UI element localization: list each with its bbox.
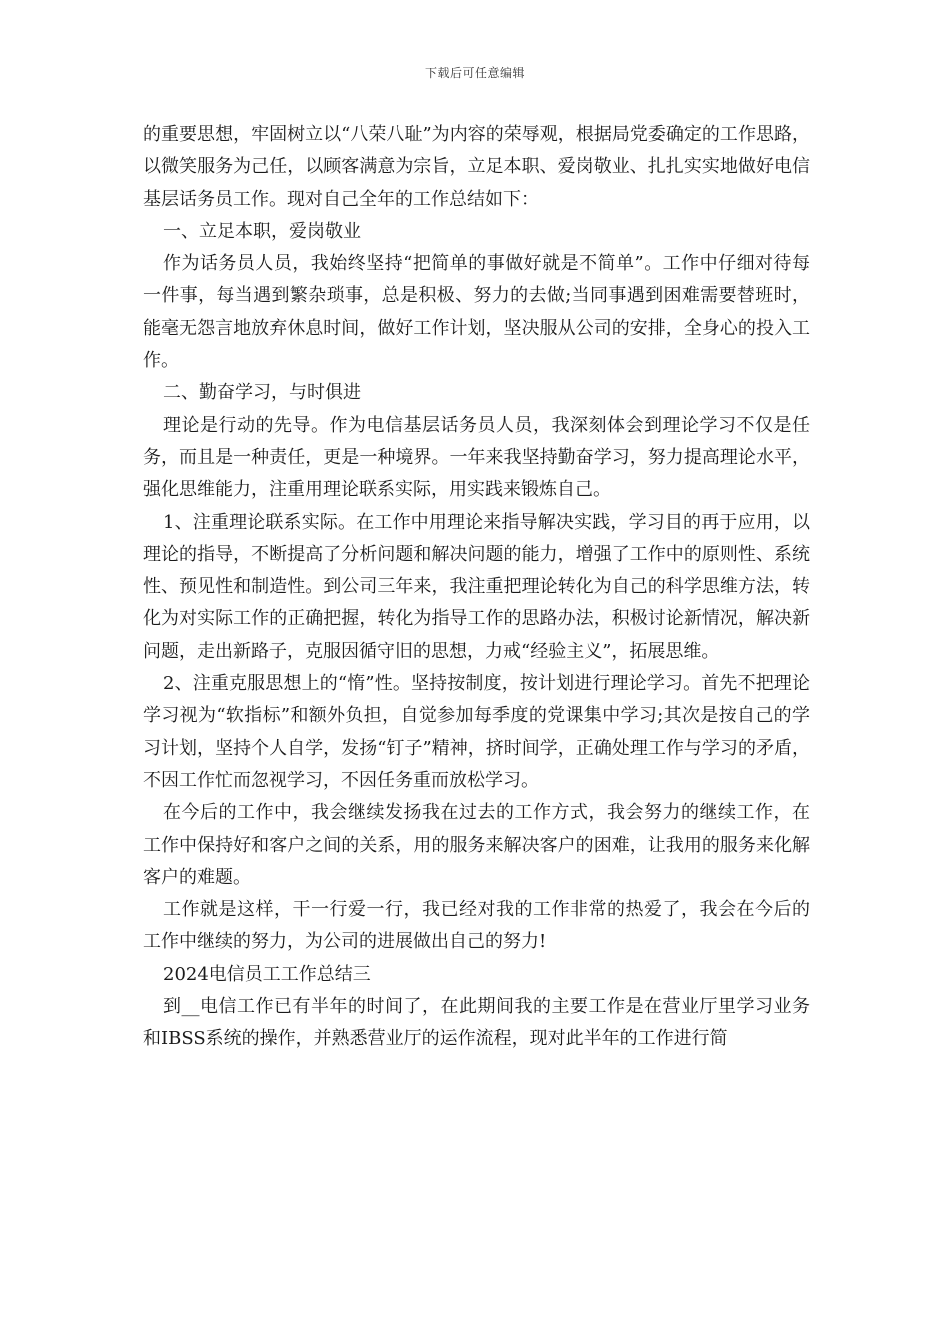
paragraph: 的重要思想，牢固树立以“八荣八耻”为内容的荣辱观，根据局党委确定的工作思路，以微笑服务为己任，以顾客满意为宗旨，立足本职、爱岗敬业、扎扎实实地做好电信基层话务员工作。现对自己全年的工作总结如下： — [143, 124, 810, 210]
paragraph: 2、注重克服思想上的“惰”性。坚持按制度，按计划进行理论学习。首先不把理论学习视为“软指标”和额外负担，自觉参加每季度的党课集中学习;其次是按自己的学习计划，坚持个人自学，发扬“钉子”精神，挤时间学，正确处理工作与学习的矛盾，不因工作忙而忽视学习，不因任务重而放松学习。 — [143, 673, 810, 791]
page-header-note: 下载后可任意编辑 — [424, 66, 525, 80]
paragraph: 1、注重理论联系实际。在工作中用理论来指导解决实践，学习目的再于应用，以理论的指导，不断提高了分析问题和解决问题的能力，增强了工作中的原则性、系统性、预见性和制造性。到公司三年来，我注重把理论转化为自己的科学思维方法，转化为对实际工作的正确把握，转化为指导工作的思路办法，积极讨论新情况，解决新问题，走出新路子，克服因循守旧的思想，力戒“经验主义”，拓展思维。 — [143, 511, 810, 662]
paragraph: 到__电信工作已有半年的时间了，在此期间我的主要工作是在营业厅里学习业务和IBSS系统的操作，并熟悉营业厅的运作流程，现对此半年的工作进行简 — [143, 996, 810, 1050]
section-heading: 一、立足本职，爱岗敬业 — [163, 220, 361, 242]
paragraph: 在今后的工作中，我会继续发扬我在过去的工作方式，我会努力的继续工作，在工作中保持好和客户之间的关系，用的服务来解决客户的困难，让我用的服务来化解客户的难题。 — [143, 802, 810, 888]
document-body — [143, 119, 810, 1056]
section-heading: 2024电信员工工作总结三 — [163, 963, 371, 985]
paragraph: 作为话务员人员，我始终坚持“把简单的事做好就是不简单”。工作中仔细对待每一件事，每当遇到繁杂琐事，总是积极、努力的去做;当同事遇到困难需要替班时，能毫无怨言地放弃休息时间，做好工作计划，坚决服从公司的安排，全身心的投入工作。 — [143, 253, 810, 372]
paragraph: 理论是行动的先导。作为电信基层话务员人员，我深刻体会到理论学习不仅是任务，而且是一种责任，更是一种境界。一年来我坚持勤奋学习，努力提高理论水平，强化思维能力，注重用理论联系实际，用实践来锻炼自己。 — [143, 414, 810, 501]
section-heading: 二、勤奋学习，与时俱进 — [163, 382, 361, 404]
paragraph: 工作就是这样，干一行爱一行，我已经对我的工作非常的热爱了，我会在今后的工作中继续的努力，为公司的进展做出自己的努力! — [143, 899, 810, 953]
